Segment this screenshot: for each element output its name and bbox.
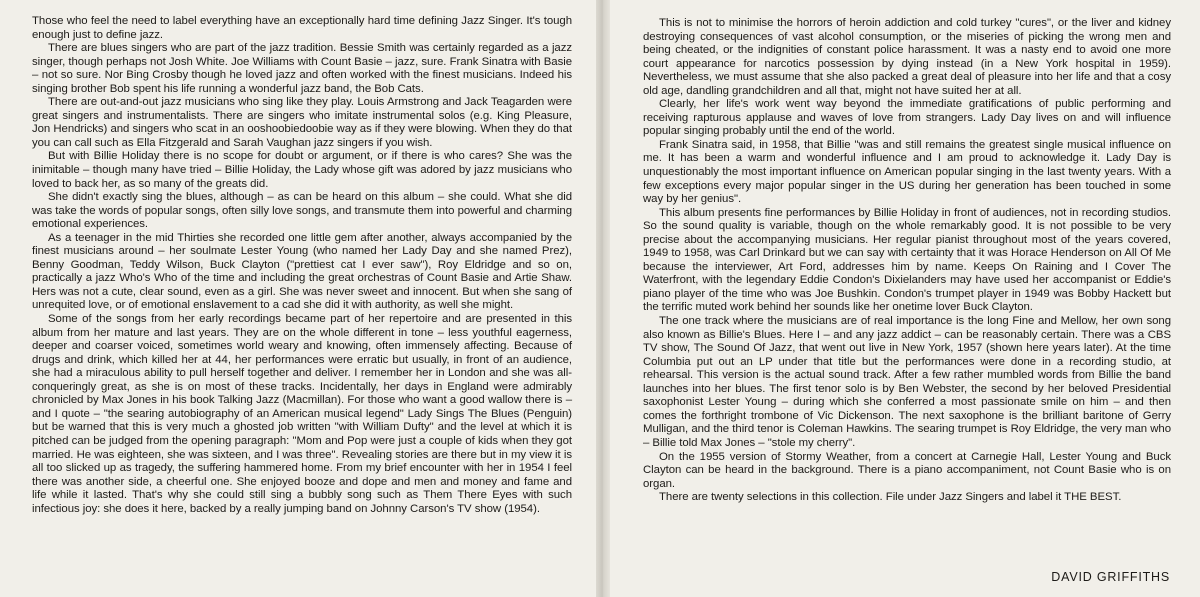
paragraph: Clearly, her life's work went way beyond the immediate gratifications of public performing and receiving rapturous applause and waves of love from strangers. Lady Day lives on and will influence popular singing probably until the end of the world.	[643, 98, 1171, 138]
paragraph: There are twenty selections in this collection. File under Jazz Singers and label it THE BEST.	[659, 491, 1122, 504]
paragraph: Some of the songs from her early recordings became part of her repertoire and are presented in this album from her mature and last years. They are on the whole different in tone – less youthful eagerness, deeper and coarser voiced, sometimes world weary and knowing, often immensely affecting. Because of drugs and drink, which killed her at 44, her performances were erratic but usually, in front of an audience, she had a miraculous ability to pull herself together and deliver. I remember her in London and she was all-conqueringly great, as she is on most of these tracks. Incidentally, her days in England were admirably chronicled by Max Jones in his book Talking Jazz (Macmillan). For those who want a good wallow there is – and I quote – "the searing autobiography of an American musical legend" Lady Sings The Blues (Penguin) but be warned that this is very much a ghosted job written "with William Dufty" and the level at which it is pitched can be judged from the opening paragraph: "Mom and Pop were just a couple of kids when they got married. He was eighteen, she was sixteen, and I was three". Revealing stories are there but in my view it is all too slicked up as tragedy, the suffering hammered home. From my brief encounter with her in 1954 I feel there was another side, a cheerful one. She enjoyed booze and dope and men and money and fame and life while it lasted. That's why she could still sing a bubbly song such as Them There Eyes with such infectious joy: she does it here, backed by a really jumping band on Johnny Carson's TV show (1954).	[32, 313, 572, 515]
paragraph: There are out-and-out jazz musicians who sing like they play. Louis Armstrong and Jack Teagarden were great singers and instrumentalists. There are singers who imitate instrumental solos (e.g. King Pleasure, Jon Hendricks) and singers who scat in an ooshoobiedoobie way as if they were blowing. When they do that you can call such as Ella Fitzgerald and Sarah Vaughan jazz singers if you wish.	[32, 96, 572, 149]
paragraph: Frank Sinatra said, in 1958, that Billie "was and still remains the greatest single musical influence on me. It has been a warm and wonderful influence and I am proud to acknowledge it. Lady Day is unquestionably the most important influence on American popular singing in the last twenty years. With a few exceptions every major popular singer in the US during her generation has been touched in some way by her genius".	[643, 138, 1171, 206]
paragraph: She didn't exactly sing the blues, although – as can be heard on this album – she could. What she did was take the words of popular songs, often silly love songs, and transmute them into powerful and charming emotional experiences.	[32, 191, 572, 231]
paragraph: On the 1955 version of Stormy Weather, from a concert at Carnegie Hall, Lester Young and Buck Clayton can be heard in the background. There is a piano accompaniment, not Count Basie who is on organ.	[643, 450, 1171, 490]
right-text-column	[643, 17, 1171, 505]
paragraph: This album presents fine performances by Billie Holiday in front of audiences, not in recording studios. So the sound quality is variable, though on the whole remarkably good. It is not possible to be very precise about the accompanying musicians. Her regular pianist throughout most of the years covered, 1949 to 1958, was Carl Drinkard but we can say with certainty that it was Horace Henderson on All Of Me because the interviewer, Art Ford, addresses him by name. Keeps On Raining and I Cover The Waterfront, with the legendary Eddie Condon's Dixielanders may have used her accompanist or Eddie's piano player of the time who was Joe Bushkin. Condon's trumpet player in 1949 was Bobby Hackett but the terrific muted work behind her sounds like her onetime lover Buck Clayton.	[643, 206, 1171, 314]
paragraph: This is not to minimise the horrors of heroin addiction and cold turkey "cures", or the liver and kidney destroying consequences of vast alcohol consumption, or the miseries of picking the wrong men and being cheated, or the indignities of constant police harassment. It was a nasty end to avoid one more court appearance for narcotics possession by dying instead (in a New York hospital in 1959). Nevertheless, we must assume that she also packed a great deal of pleasure into her life and that a cosy old age, dandling grandchildren and all that, might not have suited her at all.	[643, 17, 1171, 97]
paragraph: Those who feel the need to label everything have an exceptionally hard time defining Jazz Singer. It's tough enough just to define jazz.	[32, 15, 572, 41]
page-gutter	[596, 0, 610, 597]
author-signature: DAVID GRIFFITHS	[1051, 570, 1170, 584]
paragraph: The one track where the musicians are of real importance is the long Fine and Mellow, her own song also known as Billie's Blues. Here I – and any jazz addict – can be reasonably certain. There was a CBS TV show, The Sound Of Jazz, that went out live in New York, 1957 (shown here years later). At the time Columbia put out an LP under that title but the performances were done in a recording studio, at rehearsal. This version is the actual sound track. After a few rather mumbled words from Billie the band launches into her blues. The first tenor solo is by Ben Webster, the second by her beloved Presidential saxophonist Lester Young – during which she conferred a most passionate smile on him – and then comes the forthright trombone of Vic Dickenson. The next saxophone is the brilliant baritone of Gerry Mulligan, and the third tenor is Coleman Hawkins. The searing trumpet is Roy Eldridge, the very man who – Billie told Max Jones – "stole my cherry".	[643, 315, 1171, 449]
paragraph: As a teenager in the mid Thirties she recorded one little gem after another, always accompanied by the finest musicians around – her soulmate Lester Young (who named her Lady Day and she named Prez), Benny Goodman, Teddy Wilson, Buck Clayton ("prettiest cat I ever saw"), Roy Eldridge and so on, practically a jazz Who's Who of the time and including the great orchestras of Count Basie and Artie Shaw. Hers was not a cute, clear sound, even as a girl. She was never sweet and innocent. But when she sang of unrequited love, or of emotional enslavement to a cad she did it with authority, as well she might.	[32, 231, 572, 312]
paragraph: There are blues singers who are part of the jazz tradition. Bessie Smith was certainly regarded as a jazz singer, though perhaps not Josh White. Joe Williams with Count Basie – jazz, sure. Frank Sinatra with Basie – not so sure. Nor Bing Crosby though he loved jazz and often worked with the finest musicians. Indeed his singing brother Bob spent his life running a wonderful jazz band, the Bob Cats.	[32, 42, 572, 95]
left-text-column	[32, 15, 572, 516]
paragraph: But with Billie Holiday there is no scope for doubt or argument, or if there is who cares? She was the inimitable – though many have tried – Billie Holiday, the Lady whose gift was adored by jazz musicians who loved to back her, as so many of the greats did.	[32, 150, 572, 190]
